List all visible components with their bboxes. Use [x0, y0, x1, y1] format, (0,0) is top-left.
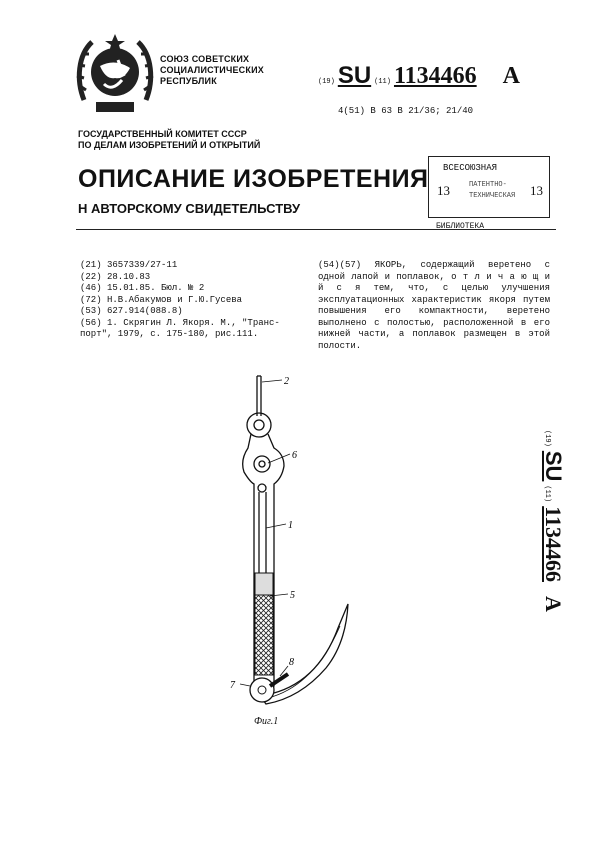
ussr-emblem-icon — [74, 30, 156, 120]
side-patent-identifier — [541, 430, 586, 680]
bibliographic-data — [80, 260, 292, 341]
library-stamp — [428, 156, 550, 218]
part-label: 5 — [290, 590, 295, 601]
stamp-number: 13 — [530, 183, 543, 198]
number-code-label: (11) — [543, 485, 551, 503]
country-code-label: (19) — [543, 430, 551, 447]
stamp-line: ТЕХНИЧЕСКАЯ — [469, 192, 516, 200]
biblio-line: (53) 627.914(088.8) — [80, 306, 183, 316]
committee-name — [78, 129, 260, 151]
biblio-line: (72) Н.В.Абакумов и Г.Ю.Гусева — [80, 294, 243, 305]
biblio-line: порт", 1979, с. 175-180, рис.111. — [80, 329, 259, 339]
org-line: СОЦИАЛИСТИЧЕСКИХ — [160, 65, 264, 75]
part-label: 7 — [230, 680, 235, 691]
org-line: СОЮЗ СОВЕТСКИХ — [160, 54, 250, 64]
document-subtitle: Н АВТОРСКОМУ СВИДЕТЕЛЬСТВУ — [78, 201, 301, 216]
country-code-label: (19) — [318, 78, 335, 86]
number-code-label: (11) — [374, 78, 391, 86]
stamp-line: ВСЕСОЮЗНАЯ — [443, 163, 498, 173]
biblio-line: (22) 28.10.83 — [80, 271, 151, 282]
committee-line: ГОСУДАРСТВЕННЫЙ КОМИТЕТ СССР — [78, 129, 247, 139]
part-label: 2 — [284, 376, 289, 387]
anchor-drawing — [196, 368, 366, 748]
biblio-line: (21) 3657339/27-11 — [80, 260, 178, 270]
patent-identifier — [318, 62, 520, 90]
part-label: 1 — [288, 520, 293, 531]
ipc-classification: 4(51) В 63 В 21/36; 21/40 — [338, 106, 474, 116]
organization-name — [160, 54, 264, 87]
patent-number: 1134466 — [393, 63, 477, 89]
biblio-line: (46) 15.01.85. Бюл. № 2 — [80, 283, 205, 293]
patent-kind: A — [541, 595, 566, 612]
committee-line: ПО ДЕЛАМ ИЗОБРЕТЕНИЙ И ОТКРЫТИЙ — [78, 140, 261, 150]
stamp-footer: БИБЛИОТЕКА — [436, 222, 485, 231]
biblio-line: (56) 1. Скрягин Л. Якоря. М., "Транс- — [80, 317, 280, 328]
patent-number: 1134466 — [541, 506, 566, 582]
stamp-line: ПАТЕНТНО- — [469, 181, 507, 189]
part-label: 8 — [289, 657, 294, 668]
patent-kind: A — [502, 63, 520, 89]
country: SU — [337, 62, 372, 89]
stamp-number: 13 — [437, 183, 450, 198]
divider — [76, 229, 556, 230]
document-title: ОПИСАНИЕ ИЗОБРЕТЕНИЯ — [78, 165, 429, 193]
country: SU — [541, 450, 566, 482]
part-label: 6 — [292, 450, 297, 461]
abstract-text: (54)(57) ЯКОРЬ, содержащий веретено с одной лапой и поплавок, о т л и ч а ю щ и й с я тем, что, с целью улучшения эксплуатационных характеристик якоря путем повышения его компактности, веретено выполнено с полостью, расположенной в его нижней части, а поплавок размещен в этой полости. — [318, 260, 550, 351]
figure-caption: Фиг.1 — [254, 716, 279, 727]
org-line: РЕСПУБЛИК — [160, 76, 217, 86]
